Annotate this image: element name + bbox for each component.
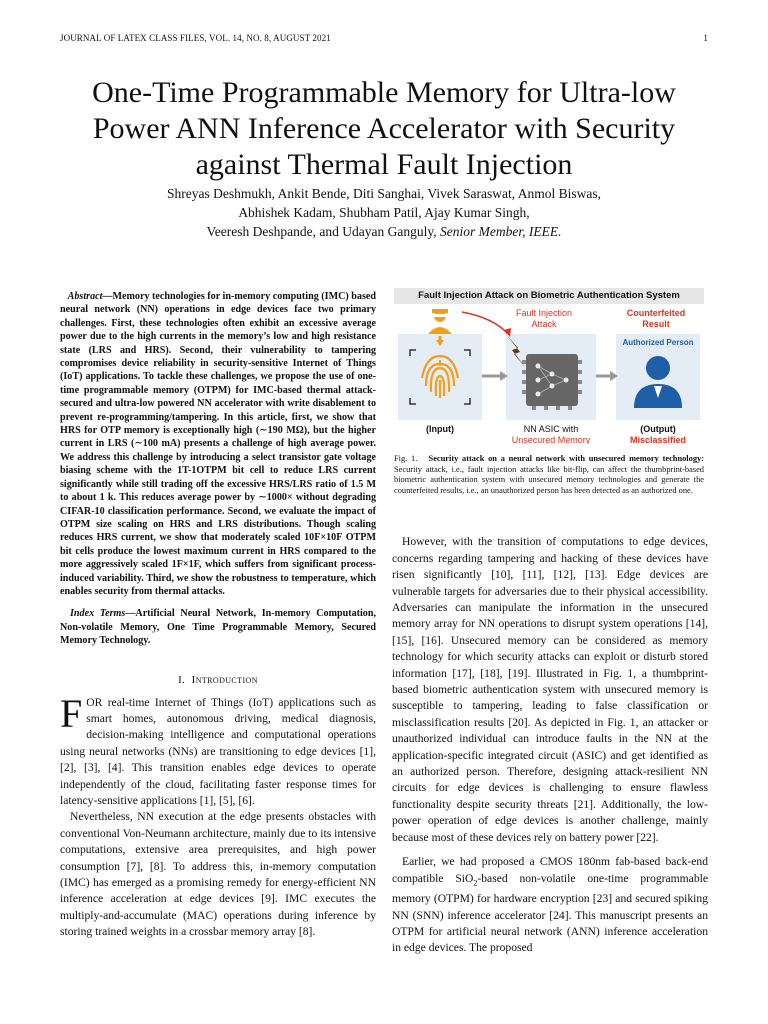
section-number: I. xyxy=(178,673,186,686)
right-paragraph-2-a: Earlier, we had proposed a CMOS 180nm fab-based back-end compatible SiO xyxy=(392,855,708,885)
figure-banner: Fault Injection Attack on Biometric Authentication System xyxy=(394,288,704,304)
drop-cap: F xyxy=(60,690,83,736)
attack-curve-arrow xyxy=(462,312,508,334)
label-input: (Input) xyxy=(426,424,454,434)
label-counterfeit-line-2: Result xyxy=(642,319,670,329)
title-line-2: Power ANN Inference Accelerator with Security xyxy=(92,112,676,145)
label-asic: NN ASIC with xyxy=(523,424,579,434)
caption-label: Fig. 1. xyxy=(394,454,418,463)
title-line-1: One-Time Programmable Memory for Ultra-low xyxy=(92,76,676,109)
caption-bold: Security attack on a neural network with unsecured memory technology: xyxy=(428,454,704,463)
nn-chip-icon xyxy=(522,354,582,410)
left-column xyxy=(60,290,376,941)
authors-line-3 xyxy=(60,222,708,241)
label-authorized-person: Authorized Person xyxy=(622,338,694,347)
authors-line-1: Shreyas Deshmukh, Ankit Bende, Diti Sanghai, Vivek Saraswat, Anmol Biswas, xyxy=(167,186,601,201)
author-list xyxy=(60,184,708,241)
index-terms-text: —Artificial Neural Network, In-memory Computation, Non-volatile Memory, One Time Programmable Memory, Secured Memory Technology. xyxy=(60,608,376,647)
author-title-suffix: Senior Member, IEEE. xyxy=(439,224,562,239)
running-header xyxy=(60,33,708,43)
authors-line-2: Abhishek Kadam, Shubham Patil, Ajay Kumar Singh, xyxy=(238,205,530,220)
figure-caption xyxy=(394,454,704,496)
subscript-2: 2 xyxy=(473,877,478,887)
label-misclassified: Misclassified xyxy=(629,435,687,444)
section-title: Introduction xyxy=(191,673,258,686)
intro-paragraph-1 xyxy=(60,690,376,810)
label-counterfeit-line-1: Counterfeited xyxy=(626,308,686,318)
abstract-text: —Memory technologies for in-memory computing (IMC) based neural network (NN) operations in edge devices face two primary challenges. First, these technologies often exhibit an excessive average power due to the high currents in the memory’s low and high resistance state (LRS and HRS). Second, their vulnerability to tampering compromises device reliability in security-sensitive Internet of Things (IoT) applications. To tackle these challenges, we propose the use of one-time programmable memory (OTPM) for IMC-based thermal attack-secured and ultra-low powered NN accelerator with write disablement to prevent re-programming/tampering. In this article, first, we show that HRS for OTP memory is exceptionally high (∼190 MΩ), but the higher current in LRS (∼100 mA) presents a challenge of high average power. We address this challenge by introducing a select transistor gate voltage biasing scheme with the 1T-1OTPM bit cell to reduce LRS current significantly while still trading off the excessive HRS/LRS ratio of 1.5 M to about 1 k. This reduces average power by ∼1000× without degrading CIFAR-10 classification performance. Second, we evaluate the impact of OTPM size scaling on HRS and LRS distributions. Though scaling reduces HRS current, we show that moderately scaled 10F×10F OTPM bit cells produce the lowest maximum current in HRS compared to the more aggressively scaled 1F×1F, which suffers from significant process-induced variability. Third, we show the robustness to temperature, which enables security from thermal attacks. xyxy=(60,291,376,597)
index-terms-label: Index Terms xyxy=(70,608,126,620)
label-output: (Output) xyxy=(640,424,676,434)
authors-line-3-names: Veeresh Deshpande, and Udayan Ganguly, xyxy=(206,224,437,239)
caption-text: Security attack, i.e., fault injection attacks like bit-flip, can affect the thumbprint-based biometric authentication system with unsecured memory technologies and generate the counterfeited results, i.e., an unauthorized person has been detected as an authorized one. xyxy=(394,464,704,495)
label-attack-line-2: Attack xyxy=(531,319,557,329)
abstract-label: Abstract xyxy=(67,291,103,302)
figure-svg xyxy=(394,304,704,444)
right-paragraph-2 xyxy=(392,854,708,957)
journal-name: JOURNAL OF LATEX CLASS FILES, VOL. 14, NO. 8, AUGUST 2021 xyxy=(60,33,331,43)
right-paragraph-2-b: -based non-volatile one-time programmable memory (OTPM) for hardware encryption [23] and secured spiking NN (SNN) inference accelerator [24]. This manuscript presents an OTPM for artificial neural network (ANN) inference acceleration in edge devices. The proposed xyxy=(392,871,708,955)
page-number: 1 xyxy=(703,33,708,43)
figure-illustration xyxy=(394,304,704,444)
paper-title xyxy=(40,75,728,183)
index-terms xyxy=(60,607,376,647)
section-heading-introduction xyxy=(60,674,376,686)
figure-1 xyxy=(394,288,704,496)
right-body-text xyxy=(392,534,708,956)
right-column xyxy=(392,288,708,957)
intro-paragraph-2: Nevertheless, NN execution at the edge presents obstacles with conventional Von-Neumann architecture, mainly due to its intensive computations, extensive area prerequisites, and high power consumption [7], [8]. To address this, in-memory computation (IMC) has emerged as a promising remedy for energy-efficient NN inference acceleration at edge devices [9]. IMC executes the multiply-and-accumulate (MAC) operations during inference by storing trained weights in a crossbar memory array [8]. xyxy=(60,810,376,939)
label-unsecured-memory: Unsecured Memory xyxy=(511,435,591,444)
attacker-icon xyxy=(428,309,452,334)
label-attack-line-1: Fault Injection xyxy=(515,308,573,318)
intro-paragraph-1-text: OR real-time Internet of Things (IoT) applications such as smart homes, autonomous driving, medical diagnosis, decision-making intelligence and computational operations using neural networks (NNs) are transitioning to edge devices [1], [2], [3], [4]. This transition enables edge devices to operate independently of the cloud, facilitating faster response times for latency-sensitive applications [1], [5], [6]. xyxy=(60,695,376,807)
title-line-3: against Thermal Fault Injection xyxy=(195,148,573,181)
abstract xyxy=(60,290,376,598)
right-paragraph-1: However, with the transition of computations to edge devices, concerns regarding tampering and hacking of these devices have risen significantly [10], [11], [12], [13]. Edge devices are vulnerable targets for adversaries due to their physical accessibility. Adversaries can manipulate the information in the unsecured memory array for NN operations to disrupt system operations [14], [15], [16]. Unsecured memory can be considered as memory technology for which security attacks can exploit or disturb stored information [17], [18], [19]. Illustrated in Fig. 1, a thumbprint-based biometric authentication system with unsecured memory is susceptible to tampering, leading to false classification or misclassification results [20]. As depicted in Fig. 1, an attacker or unauthorized individual can introduce faults in the NN at the application-specific integrated circuit (ASIC) and get identified as an authorized person. Therefore, designing attack-resilient NN circuits for edge devices is challenging to ensure flawless functionality despite security threats [21]. Additionally, the low-power operation of edge devices is another challenge, mainly because most of these devices rely on battery power [22]. xyxy=(392,535,708,844)
